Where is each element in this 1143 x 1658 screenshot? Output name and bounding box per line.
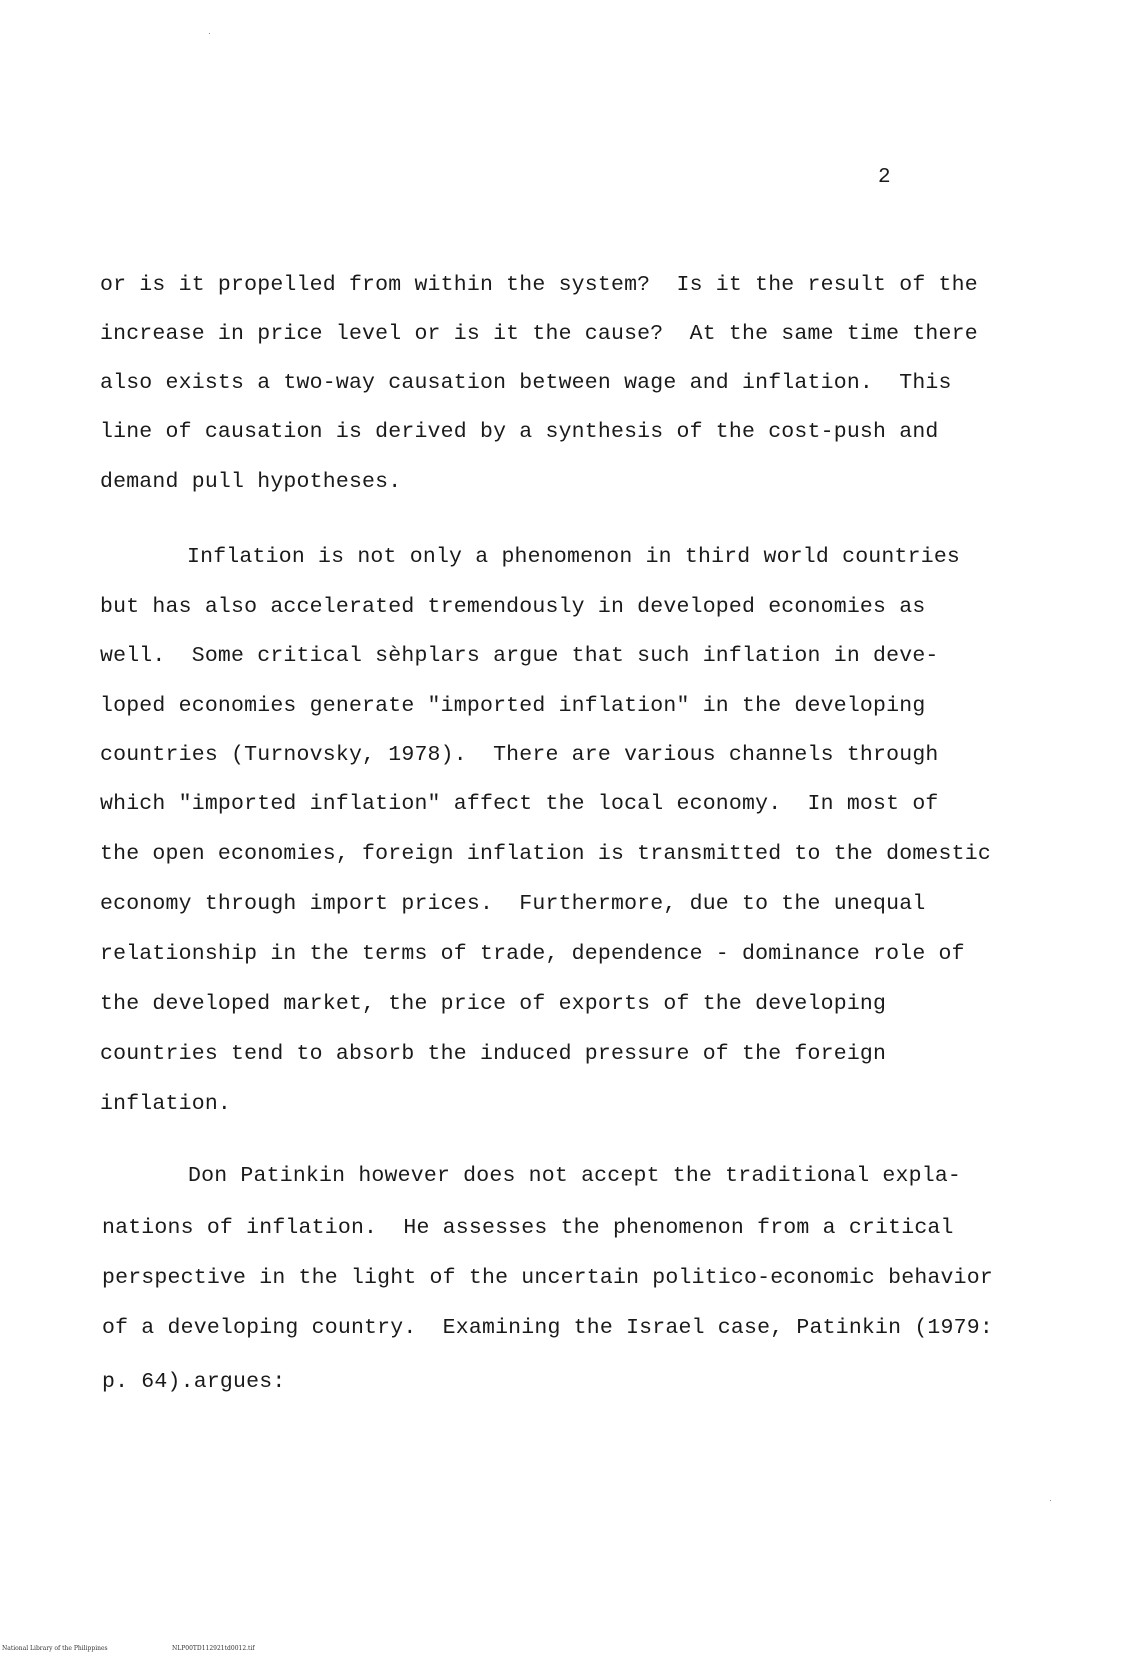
text-line: Inflation is not only a phenomenon in third world countries — [187, 545, 961, 569]
text-line: line of causation is derived by a synthesis of the cost-push and — [100, 420, 939, 444]
text-line: inflation. — [100, 1092, 232, 1116]
text-line: loped economies generate "imported inflation" in the developing — [100, 694, 926, 718]
text-line: demand pull hypotheses. — [100, 470, 402, 494]
text-line: countries tend to absorb the induced pressure of the foreign — [100, 1042, 887, 1066]
scan-speck — [209, 33, 210, 34]
text-line: also exists a two-way causation between wage and inflation. This — [100, 371, 952, 395]
text-line: increase in price level or is it the cause? At the same time there — [100, 322, 978, 346]
text-line: the developed market, the price of exports of the developing — [100, 992, 887, 1016]
text-line: nations of inflation. He assesses the phenomenon from a critical — [102, 1216, 954, 1240]
footer-library-label: National Library of the Philippines — [2, 1645, 108, 1652]
text-line: countries (Turnovsky, 1978). There are various channels through — [100, 743, 939, 767]
text-line: of a developing country. Examining the Israel case, Patinkin (1979: — [102, 1316, 993, 1340]
scan-speck — [1050, 1500, 1051, 1501]
text-line: or is it propelled from within the system? Is it the result of the — [100, 273, 978, 297]
text-line: the open economies, foreign inflation is transmitted to the domestic — [100, 842, 991, 866]
footer-file-label: NLP00TD112921td0012.tif — [172, 1645, 255, 1652]
text-line: perspective in the light of the uncertain politico-economic behavior — [102, 1266, 993, 1290]
text-line: but has also accelerated tremendously in developed economies as — [100, 595, 926, 619]
text-line: p. 64).argues: — [102, 1370, 286, 1394]
text-line: relationship in the terms of trade, dependence - dominance role of — [100, 942, 965, 966]
text-line: Don Patinkin however does not accept the traditional expla- — [188, 1164, 962, 1188]
text-line: well. Some critical sèhplars argue that such inflation in deve- — [100, 644, 939, 668]
text-line: which "imported inflation" affect the local economy. In most of — [100, 792, 939, 816]
page-number: 2 — [878, 166, 891, 189]
text-line: economy through import prices. Furthermore, due to the unequal — [100, 892, 926, 916]
